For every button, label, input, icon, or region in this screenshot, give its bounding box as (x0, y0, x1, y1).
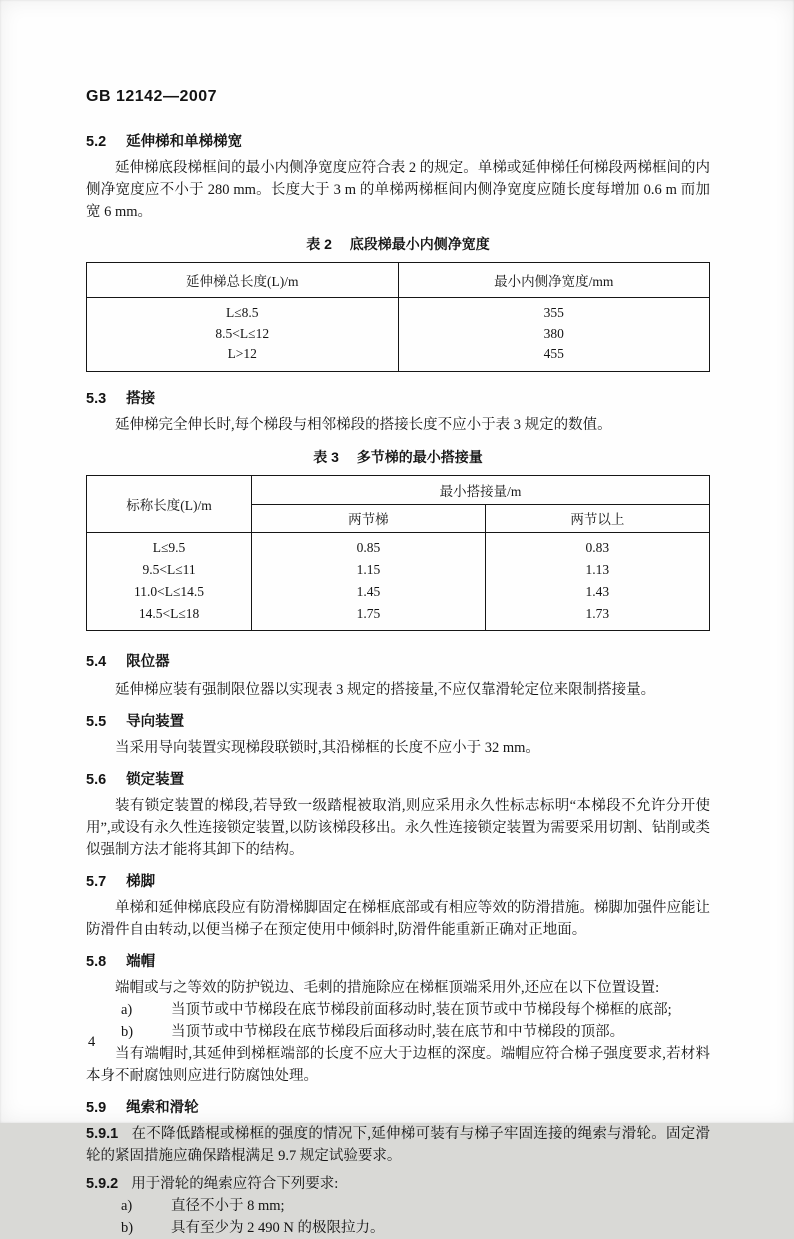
clause-number: 5.9.2 (86, 1175, 119, 1192)
table3-col1-header: 标称长度(L)/m (87, 475, 252, 532)
table2-caption (86, 234, 710, 254)
section-title: 绳索和滑轮 (126, 1099, 199, 1116)
table-cell: 1.43 (485, 581, 709, 603)
section-title: 锁定装置 (126, 771, 185, 788)
section-title: 限位器 (126, 653, 170, 670)
table-cell: 1.13 (485, 559, 709, 581)
section-number: 5.8 (86, 953, 107, 970)
section-heading-5-2 (86, 130, 710, 151)
paragraph-5-2: 延伸梯底段梯框间的最小内侧净宽度应符合表 2 的规定。单梯或延伸梯任何梯段两梯框间的内侧净宽度应不小于 280 mm。长度大于 3 m 的单梯两梯框间内侧净宽度应随长度每增加 0.6 m 而加宽 6 mm。 (86, 160, 710, 220)
table3-caption (86, 447, 710, 467)
section-number: 5.5 (86, 713, 107, 730)
list-item-text: 当顶节或中节梯段在底节梯段前面移动时,装在顶节或中节梯段每个梯框的底部; (171, 1001, 672, 1018)
list-item-text: 当顶节或中节梯段在底节梯段后面移动时,装在底节和中节梯段的顶部。 (171, 1023, 625, 1040)
clause-text: 在不降低踏棍或梯框的强度的情况下,延伸梯可装有与梯子牢固连接的绳索与滑轮。固定滑轮的紧固措施应确保踏棍满足 9.7 规定试验要求。 (86, 1125, 710, 1164)
table-cell: 455 (398, 344, 710, 371)
list-item-a (86, 999, 710, 1021)
table-row (87, 344, 710, 371)
section-number: 5.9 (86, 1099, 107, 1116)
table3-caption-label: 表 3 (313, 448, 339, 465)
table2-col2-header: 最小内侧净宽度/mm (398, 263, 710, 298)
list-item-label: a) (121, 1001, 133, 1018)
section-number: 5.2 (86, 134, 107, 150)
list-item-text: 直径不小于 8 mm; (171, 1197, 285, 1214)
table-row (87, 324, 710, 345)
list-item-b (86, 1021, 710, 1043)
list-item-label: a) (121, 1197, 133, 1214)
table-cell: 8.5<L≤12 (87, 324, 399, 345)
paragraph-5-8-intro: 端帽或与之等效的防护锐边、毛刺的措施除应在梯框顶端采用外,还应在以下位置设置: (115, 979, 660, 996)
section-heading-5-6 (86, 768, 710, 789)
section-heading-5-5 (86, 710, 710, 731)
table-cell: L>12 (87, 344, 399, 371)
section-number: 5.6 (86, 771, 107, 788)
section-title: 梯脚 (126, 873, 156, 890)
section-heading-5-8 (86, 950, 710, 971)
table-cell: 355 (398, 298, 710, 324)
table-cell: L≤9.5 (87, 532, 252, 559)
table-cell: 1.73 (485, 603, 709, 631)
paragraph-5-6: 装有锁定装置的梯段,若导致一级踏棍被取消,则应采用永久性标志标明“本梯段不允许分开使用”,或设有永久性连接锁定装置,以防该梯段移出。永久性连接锁定装置为需要采用切割、钻削或类似强制方法才能将其卸下的结构。 (86, 797, 710, 858)
table-row (87, 298, 710, 324)
section-heading-5-9 (86, 1096, 710, 1117)
table-row (87, 581, 710, 603)
section-title: 延伸梯和单梯梯宽 (126, 134, 243, 150)
table-cell: 1.75 (252, 603, 486, 631)
clause-text: 用于滑轮的绳索应符合下列要求: (131, 1175, 339, 1192)
section-title: 端帽 (126, 953, 156, 970)
section-title: 导向装置 (126, 713, 185, 730)
table-cell: 380 (398, 324, 710, 345)
table3-header-row-1 (87, 475, 710, 504)
list-item-text: 具有至少为 2 490 N 的极限拉力。 (171, 1219, 385, 1236)
table-cell: L≤8.5 (87, 298, 399, 324)
clause-5-9-2 (86, 1173, 710, 1195)
table2 (86, 262, 710, 372)
table3-caption-title: 多节梯的最小搭接量 (356, 448, 483, 465)
table-row (87, 603, 710, 631)
table2-caption-label: 表 2 (306, 236, 332, 252)
table-cell: 9.5<L≤11 (87, 559, 252, 581)
table2-col1-header: 延伸梯总长度(L)/m (87, 263, 399, 298)
table-cell: 0.85 (252, 532, 486, 559)
list-item-label: b) (121, 1219, 134, 1236)
paragraph-5-3: 延伸梯完全伸长时,每个梯段与相邻梯段的搭接长度不应小于表 3 规定的数值。 (115, 416, 612, 433)
table3-sub1-header: 两节梯 (252, 504, 486, 532)
table2-header-row (87, 263, 710, 298)
list-item-label: b) (121, 1023, 134, 1040)
section-title: 搭接 (126, 390, 156, 407)
standard-code: GB 12142—2007 (86, 88, 218, 105)
section-heading-5-4 (86, 650, 710, 671)
table3-sub2-header: 两节以上 (485, 504, 709, 532)
paragraph-5-4: 延伸梯应装有强制限位器以实现表 3 规定的搭接量,不应仅靠滑轮定位来限制搭接量。 (115, 681, 656, 698)
section-heading-5-3 (86, 387, 710, 408)
page-number: 4 (88, 1034, 96, 1050)
section-number: 5.7 (86, 873, 107, 890)
table-cell: 0.83 (485, 532, 709, 559)
section-number: 5.4 (86, 653, 107, 670)
list-item-b (86, 1217, 710, 1239)
table-cell: 11.0<L≤14.5 (87, 581, 252, 603)
list-item-a (86, 1195, 710, 1217)
paragraph-5-5: 当采用导向装置实现梯段联锁时,其沿梯框的长度不应小于 32 mm。 (115, 739, 540, 756)
table3 (86, 475, 710, 631)
table3-group-header: 最小搭接量/m (252, 475, 710, 504)
section-number: 5.3 (86, 390, 107, 407)
table2-caption-title: 底段梯最小内侧净宽度 (349, 236, 490, 252)
paragraph-5-8-end: 当有端帽时,其延伸到梯框端部的长度不应大于边框的深度。端帽应符合梯子强度要求,若材料本身不耐腐蚀则应进行防腐蚀处理。 (86, 1045, 710, 1084)
table-cell: 1.45 (252, 581, 486, 603)
table-row (87, 532, 710, 559)
clause-number: 5.9.1 (86, 1125, 119, 1142)
table-cell: 1.15 (252, 559, 486, 581)
table-cell: 14.5<L≤18 (87, 603, 252, 631)
clause-5-9-1 (86, 1123, 710, 1167)
section-heading-5-7 (86, 870, 710, 891)
table-row (87, 559, 710, 581)
paragraph-5-7: 单梯和延伸梯底段应有防滑梯脚固定在梯框底部或有相应等效的防滑措施。梯脚加强件应能让防滑件自由转动,以便当梯子在预定使用中倾斜时,防滑件能重新正确对正地面。 (86, 899, 710, 938)
